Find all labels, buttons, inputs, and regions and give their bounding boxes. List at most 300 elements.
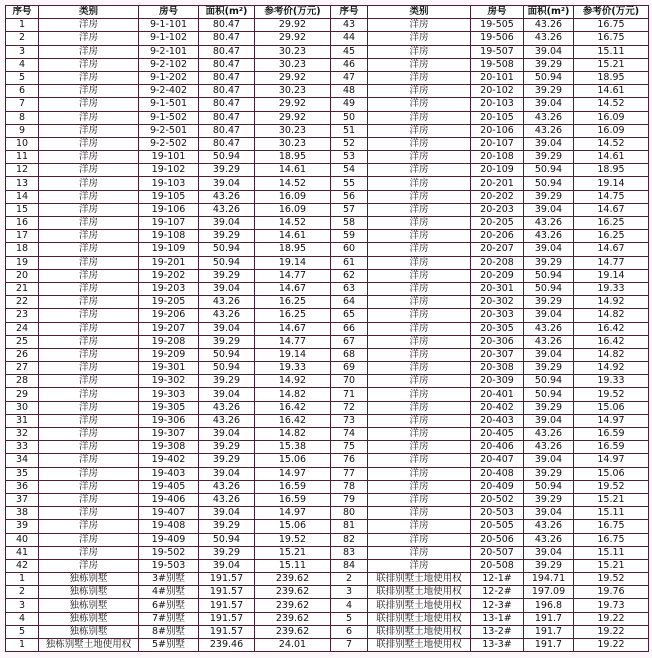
- category-cell: 洋房: [39, 441, 139, 454]
- price-cell: 16.09: [255, 190, 331, 203]
- category-cell: 洋房: [39, 348, 139, 361]
- seq-cell: 9: [6, 124, 39, 137]
- unit-cell: 9-1-502: [139, 111, 199, 124]
- category-cell: 洋房: [39, 164, 139, 177]
- price-cell: 14.67: [255, 322, 331, 335]
- area-cell: 43.26: [524, 32, 574, 45]
- area-cell: 191.57: [199, 573, 255, 586]
- price-cell: 15.38: [255, 441, 331, 454]
- area-cell: 39.04: [524, 454, 574, 467]
- unit-cell: 9-2-502: [139, 137, 199, 150]
- price-cell: 30.23: [255, 137, 331, 150]
- header-price: 参考价(万元): [255, 6, 331, 19]
- unit-cell: 19-407: [139, 507, 199, 520]
- area-cell: 191.7: [524, 625, 574, 638]
- unit-cell: 12-3#: [471, 599, 524, 612]
- seq-cell: 77: [331, 467, 368, 480]
- unit-cell: 19-405: [139, 480, 199, 493]
- area-cell: 194.71: [524, 573, 574, 586]
- unit-cell: 19-307: [139, 428, 199, 441]
- area-cell: 39.29: [199, 335, 255, 348]
- category-cell: 洋房: [368, 348, 471, 361]
- area-cell: 43.26: [199, 493, 255, 506]
- price-cell: 14.61: [574, 85, 649, 98]
- area-cell: 39.04: [524, 203, 574, 216]
- price-cell: 15.21: [574, 493, 649, 506]
- area-cell: 39.29: [199, 269, 255, 282]
- seq-cell: 6: [331, 625, 368, 638]
- area-cell: 50.94: [199, 256, 255, 269]
- price-cell: 239.62: [255, 612, 331, 625]
- unit-cell: 20-505: [471, 520, 524, 533]
- price-cell: 16.42: [255, 401, 331, 414]
- seq-cell: 17: [6, 230, 39, 243]
- unit-cell: 19-306: [139, 414, 199, 427]
- price-cell: 14.52: [255, 177, 331, 190]
- area-cell: 39.04: [199, 177, 255, 190]
- price-cell: 16.59: [255, 493, 331, 506]
- category-cell: 独栋别墅: [39, 612, 139, 625]
- unit-cell: 20-303: [471, 309, 524, 322]
- area-cell: 39.29: [524, 493, 574, 506]
- table-row: [6, 322, 649, 335]
- price-cell: 14.82: [574, 348, 649, 361]
- category-cell: 联排别墅土地使用权: [368, 573, 471, 586]
- price-cell: 18.95: [255, 243, 331, 256]
- price-cell: 14.97: [255, 467, 331, 480]
- area-cell: 39.29: [524, 559, 574, 572]
- area-cell: 239.46: [199, 639, 255, 652]
- area-cell: 50.94: [199, 362, 255, 375]
- area-cell: 191.7: [524, 639, 574, 652]
- category-cell: 洋房: [368, 493, 471, 506]
- seq-cell: 26: [6, 348, 39, 361]
- seq-cell: 57: [331, 203, 368, 216]
- category-cell: 洋房: [39, 388, 139, 401]
- header-category: 类别: [39, 6, 139, 19]
- area-cell: 39.29: [524, 58, 574, 71]
- unit-cell: 20-106: [471, 124, 524, 137]
- seq-cell: 37: [6, 493, 39, 506]
- unit-cell: 20-301: [471, 282, 524, 295]
- table-row: [6, 230, 649, 243]
- area-cell: 39.04: [199, 322, 255, 335]
- table-row: [6, 375, 649, 388]
- area-cell: 43.26: [524, 520, 574, 533]
- unit-cell: 20-302: [471, 296, 524, 309]
- seq-cell: 38: [6, 507, 39, 520]
- area-cell: 80.47: [199, 111, 255, 124]
- price-cell: 18.95: [574, 164, 649, 177]
- seq-cell: 39: [6, 520, 39, 533]
- category-cell: 洋房: [39, 124, 139, 137]
- area-cell: 191.57: [199, 625, 255, 638]
- price-cell: 16.09: [574, 124, 649, 137]
- unit-cell: 19-203: [139, 282, 199, 295]
- seq-cell: 5: [6, 71, 39, 84]
- area-cell: 39.29: [199, 164, 255, 177]
- unit-cell: 20-306: [471, 335, 524, 348]
- table-row: [6, 190, 649, 203]
- price-cell: 16.75: [574, 520, 649, 533]
- area-cell: 191.7: [524, 612, 574, 625]
- price-cell: 16.09: [255, 203, 331, 216]
- price-cell: 15.21: [255, 546, 331, 559]
- table-row: [6, 98, 649, 111]
- category-cell: 洋房: [39, 480, 139, 493]
- unit-cell: 20-206: [471, 230, 524, 243]
- property-price-table: [5, 5, 649, 652]
- seq-cell: 2: [6, 32, 39, 45]
- price-cell: 16.42: [574, 322, 649, 335]
- table-row: [6, 19, 649, 32]
- seq-cell: 4: [6, 58, 39, 71]
- unit-cell: 20-409: [471, 480, 524, 493]
- seq-cell: 21: [6, 282, 39, 295]
- unit-cell: 19-502: [139, 546, 199, 559]
- category-cell: 洋房: [368, 32, 471, 45]
- area-cell: 191.57: [199, 612, 255, 625]
- category-cell: 洋房: [368, 546, 471, 559]
- seq-cell: 3: [331, 586, 368, 599]
- seq-cell: 52: [331, 137, 368, 150]
- price-cell: 16.25: [574, 230, 649, 243]
- unit-cell: 9-2-501: [139, 124, 199, 137]
- category-cell: 洋房: [39, 507, 139, 520]
- unit-cell: 20-103: [471, 98, 524, 111]
- area-cell: 43.26: [524, 533, 574, 546]
- unit-cell: 12-1#: [471, 573, 524, 586]
- price-cell: 19.14: [255, 256, 331, 269]
- seq-cell: 22: [6, 296, 39, 309]
- unit-cell: 9-1-501: [139, 98, 199, 111]
- price-cell: 14.82: [255, 388, 331, 401]
- seq-cell: 47: [331, 71, 368, 84]
- table-row: [6, 45, 649, 58]
- category-cell: 洋房: [368, 19, 471, 32]
- seq-cell: 48: [331, 85, 368, 98]
- unit-cell: 20-108: [471, 151, 524, 164]
- seq-cell: 24: [6, 322, 39, 335]
- table-row: [6, 85, 649, 98]
- price-cell: 16.59: [574, 428, 649, 441]
- unit-cell: 20-209: [471, 269, 524, 282]
- category-cell: 洋房: [39, 559, 139, 572]
- category-cell: 洋房: [39, 32, 139, 45]
- unit-cell: 19-208: [139, 335, 199, 348]
- price-cell: 19.22: [574, 639, 649, 652]
- price-cell: 16.42: [255, 414, 331, 427]
- seq-cell: 33: [6, 441, 39, 454]
- category-cell: 洋房: [39, 137, 139, 150]
- area-cell: 50.94: [199, 151, 255, 164]
- price-cell: 14.67: [255, 282, 331, 295]
- price-cell: 14.67: [574, 243, 649, 256]
- area-cell: 39.29: [199, 230, 255, 243]
- area-cell: 80.47: [199, 85, 255, 98]
- unit-cell: 19-207: [139, 322, 199, 335]
- table-row: [6, 362, 649, 375]
- seq-cell: 49: [331, 98, 368, 111]
- area-cell: 39.04: [524, 98, 574, 111]
- seq-cell: 59: [331, 230, 368, 243]
- area-cell: 50.94: [524, 164, 574, 177]
- area-cell: 43.26: [199, 190, 255, 203]
- price-cell: 24.01: [255, 639, 331, 652]
- price-cell: 15.21: [574, 58, 649, 71]
- price-cell: 18.95: [574, 71, 649, 84]
- seq-cell: 4: [6, 612, 39, 625]
- unit-cell: 19-403: [139, 467, 199, 480]
- category-cell: 洋房: [368, 177, 471, 190]
- price-cell: 15.06: [255, 454, 331, 467]
- seq-cell: 62: [331, 269, 368, 282]
- price-cell: 30.23: [255, 85, 331, 98]
- seq-cell: 78: [331, 480, 368, 493]
- unit-cell: 13-3#: [471, 639, 524, 652]
- unit-cell: 20-401: [471, 388, 524, 401]
- price-cell: 19.52: [574, 573, 649, 586]
- unit-cell: 7#别墅: [139, 612, 199, 625]
- category-cell: 联排别墅土地使用权: [368, 639, 471, 652]
- area-cell: 191.57: [199, 586, 255, 599]
- area-cell: 191.57: [199, 599, 255, 612]
- category-cell: 洋房: [39, 151, 139, 164]
- unit-cell: 20-202: [471, 190, 524, 203]
- table-row: [6, 203, 649, 216]
- unit-cell: 9-1-202: [139, 71, 199, 84]
- category-cell: 洋房: [368, 335, 471, 348]
- category-cell: 洋房: [368, 282, 471, 295]
- header-area: 面积(m²): [524, 6, 574, 19]
- seq-cell: 10: [6, 137, 39, 150]
- seq-cell: 75: [331, 441, 368, 454]
- price-cell: 14.52: [574, 137, 649, 150]
- price-cell: 16.25: [255, 309, 331, 322]
- seq-cell: 41: [6, 546, 39, 559]
- seq-cell: 65: [331, 309, 368, 322]
- table-row: [6, 546, 649, 559]
- category-cell: 洋房: [39, 322, 139, 335]
- header-area: 面积(m²): [199, 6, 255, 19]
- seq-cell: 44: [331, 32, 368, 45]
- seq-cell: 7: [331, 639, 368, 652]
- area-cell: 39.29: [199, 546, 255, 559]
- table-row: [6, 533, 649, 546]
- price-cell: 19.52: [255, 533, 331, 546]
- category-cell: 洋房: [39, 217, 139, 230]
- seq-cell: 18: [6, 243, 39, 256]
- seq-cell: 43: [331, 19, 368, 32]
- unit-cell: 20-507: [471, 546, 524, 559]
- seq-cell: 27: [6, 362, 39, 375]
- seq-cell: 11: [6, 151, 39, 164]
- area-cell: 80.47: [199, 58, 255, 71]
- unit-cell: 19-402: [139, 454, 199, 467]
- area-cell: 43.26: [199, 401, 255, 414]
- category-cell: 洋房: [368, 414, 471, 427]
- seq-cell: 20: [6, 269, 39, 282]
- price-cell: 30.23: [255, 45, 331, 58]
- table-row: [6, 493, 649, 506]
- area-cell: 39.29: [199, 375, 255, 388]
- area-cell: 39.04: [524, 137, 574, 150]
- price-cell: 16.25: [574, 217, 649, 230]
- unit-cell: 19-302: [139, 375, 199, 388]
- seq-cell: 14: [6, 190, 39, 203]
- unit-cell: 19-108: [139, 230, 199, 243]
- table-row: [6, 177, 649, 190]
- seq-cell: 12: [6, 164, 39, 177]
- unit-cell: 20-503: [471, 507, 524, 520]
- seq-cell: 32: [6, 428, 39, 441]
- table-row: [6, 612, 649, 625]
- seq-cell: 6: [6, 85, 39, 98]
- category-cell: 洋房: [368, 428, 471, 441]
- table-row: [6, 335, 649, 348]
- category-cell: 洋房: [39, 414, 139, 427]
- area-cell: 39.04: [524, 243, 574, 256]
- seq-cell: 35: [6, 467, 39, 480]
- seq-cell: 72: [331, 401, 368, 414]
- seq-cell: 13: [6, 177, 39, 190]
- area-cell: 43.26: [524, 441, 574, 454]
- table-row: [6, 137, 649, 150]
- category-cell: 洋房: [368, 137, 471, 150]
- category-cell: 独栋别墅: [39, 586, 139, 599]
- area-cell: 39.04: [199, 507, 255, 520]
- unit-cell: 19-406: [139, 493, 199, 506]
- unit-cell: 19-206: [139, 309, 199, 322]
- seq-cell: 66: [331, 322, 368, 335]
- unit-cell: 20-406: [471, 441, 524, 454]
- price-cell: 239.62: [255, 573, 331, 586]
- seq-cell: 15: [6, 203, 39, 216]
- table-row: [6, 454, 649, 467]
- area-cell: 43.26: [524, 428, 574, 441]
- area-cell: 50.94: [524, 480, 574, 493]
- category-cell: 洋房: [39, 401, 139, 414]
- seq-cell: 64: [331, 296, 368, 309]
- area-cell: 50.94: [199, 243, 255, 256]
- category-cell: 洋房: [368, 190, 471, 203]
- price-cell: 15.06: [574, 401, 649, 414]
- unit-cell: 19-109: [139, 243, 199, 256]
- seq-cell: 71: [331, 388, 368, 401]
- unit-cell: 20-308: [471, 362, 524, 375]
- area-cell: 39.04: [524, 309, 574, 322]
- price-cell: 16.75: [574, 32, 649, 45]
- unit-cell: 19-205: [139, 296, 199, 309]
- table-row: [6, 599, 649, 612]
- unit-cell: 20-502: [471, 493, 524, 506]
- seq-cell: 16: [6, 217, 39, 230]
- category-cell: 独栋别墅: [39, 625, 139, 638]
- category-cell: 联排别墅土地使用权: [368, 625, 471, 638]
- price-cell: 15.11: [574, 45, 649, 58]
- category-cell: 洋房: [368, 296, 471, 309]
- unit-cell: 20-107: [471, 137, 524, 150]
- seq-cell: 42: [6, 559, 39, 572]
- seq-cell: 54: [331, 164, 368, 177]
- unit-cell: 19-506: [471, 32, 524, 45]
- unit-cell: 9-1-102: [139, 32, 199, 45]
- area-cell: 80.47: [199, 32, 255, 45]
- category-cell: 洋房: [39, 256, 139, 269]
- table-row: [6, 71, 649, 84]
- price-cell: 16.59: [255, 480, 331, 493]
- seq-cell: 28: [6, 375, 39, 388]
- table-row: [6, 111, 649, 124]
- unit-cell: 19-209: [139, 348, 199, 361]
- price-cell: 239.62: [255, 599, 331, 612]
- table-row: [6, 217, 649, 230]
- seq-cell: 4: [331, 599, 368, 612]
- price-cell: 29.92: [255, 111, 331, 124]
- table-row: [6, 282, 649, 295]
- category-cell: 洋房: [368, 401, 471, 414]
- unit-cell: 20-403: [471, 414, 524, 427]
- price-cell: 18.95: [255, 151, 331, 164]
- table-row: [6, 586, 649, 599]
- category-cell: 洋房: [368, 375, 471, 388]
- unit-cell: 20-405: [471, 428, 524, 441]
- category-cell: 洋房: [39, 71, 139, 84]
- header-unit: 房号: [471, 6, 524, 19]
- price-cell: 15.11: [255, 559, 331, 572]
- unit-cell: 19-503: [139, 559, 199, 572]
- price-cell: 19.14: [255, 348, 331, 361]
- price-cell: 14.61: [574, 151, 649, 164]
- table-row: [6, 243, 649, 256]
- price-cell: 14.75: [574, 190, 649, 203]
- table-row: [6, 414, 649, 427]
- area-cell: 196.8: [524, 599, 574, 612]
- price-cell: 14.92: [574, 296, 649, 309]
- category-cell: 洋房: [368, 203, 471, 216]
- category-cell: 洋房: [368, 98, 471, 111]
- category-cell: 洋房: [368, 322, 471, 335]
- category-cell: 洋房: [39, 85, 139, 98]
- unit-cell: 19-202: [139, 269, 199, 282]
- seq-cell: 63: [331, 282, 368, 295]
- price-cell: 19.76: [574, 586, 649, 599]
- seq-cell: 81: [331, 520, 368, 533]
- price-cell: 14.67: [574, 203, 649, 216]
- unit-cell: 19-106: [139, 203, 199, 216]
- area-cell: 43.26: [524, 217, 574, 230]
- seq-cell: 60: [331, 243, 368, 256]
- price-cell: 14.52: [255, 217, 331, 230]
- seq-cell: 74: [331, 428, 368, 441]
- table-row: [6, 507, 649, 520]
- area-cell: 39.29: [524, 362, 574, 375]
- unit-cell: 20-105: [471, 111, 524, 124]
- seq-cell: 83: [331, 546, 368, 559]
- unit-cell: 19-301: [139, 362, 199, 375]
- price-cell: 14.61: [255, 230, 331, 243]
- unit-cell: 20-506: [471, 533, 524, 546]
- area-cell: 50.94: [524, 177, 574, 190]
- category-cell: 洋房: [368, 480, 471, 493]
- seq-cell: 70: [331, 375, 368, 388]
- unit-cell: 4#别墅: [139, 586, 199, 599]
- table-row: [6, 559, 649, 572]
- price-cell: 16.75: [574, 19, 649, 32]
- seq-cell: 46: [331, 58, 368, 71]
- area-cell: 80.47: [199, 98, 255, 111]
- price-cell: 16.25: [255, 296, 331, 309]
